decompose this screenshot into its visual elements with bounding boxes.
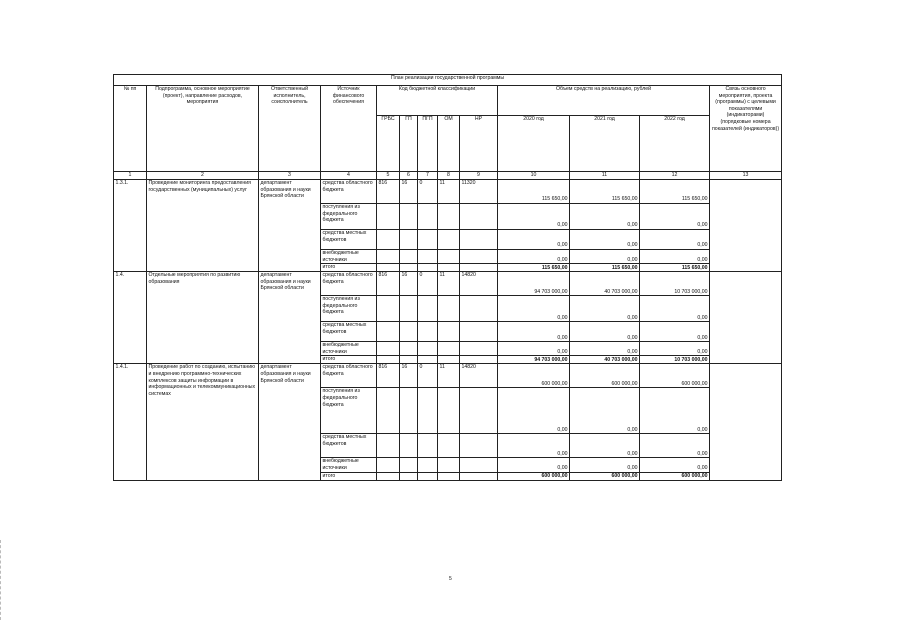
- code-om: 11: [438, 180, 460, 204]
- column-number: 9: [460, 172, 498, 180]
- amount-2021: 0,00: [570, 296, 640, 322]
- amount-2022: 0,00: [640, 458, 710, 472]
- code-grbs: [377, 230, 400, 250]
- code-nr: [460, 458, 498, 472]
- amount-2020: 600 000,00: [498, 364, 570, 388]
- funding-source: средства местных бюджетов: [321, 230, 377, 250]
- page-number: 5: [449, 576, 452, 582]
- code-om: [438, 342, 460, 356]
- amount-2022: 0,00: [640, 250, 710, 264]
- header-source: Источник финансового обеспечения: [321, 86, 377, 172]
- total-2020: 600 000,00: [498, 472, 570, 480]
- code-gp: [400, 342, 418, 356]
- amount-2021: 600 000,00: [570, 364, 640, 388]
- amount-2022: 0,00: [640, 342, 710, 356]
- code-pgp: [418, 434, 438, 458]
- code-nr: [460, 250, 498, 264]
- amount-2021: 0,00: [570, 230, 640, 250]
- code-nr: [460, 342, 498, 356]
- code-om: [438, 388, 460, 434]
- amount-2020: 0,00: [498, 434, 570, 458]
- code-gp: 16: [400, 272, 418, 296]
- code-grbs: [377, 342, 400, 356]
- code-nr: [460, 434, 498, 458]
- code-gp: [400, 296, 418, 322]
- funding-source: средства областного бюджета: [321, 180, 377, 204]
- code-grbs: [377, 296, 400, 322]
- total-2021: 40 703 000,00: [570, 356, 640, 364]
- table-title: План реализации государственной программы: [114, 75, 782, 86]
- header-budget-code: Код бюджетной классификации: [377, 86, 498, 116]
- funding-source: внебюджетные источники: [321, 250, 377, 264]
- code-pgp: [418, 230, 438, 250]
- total-label: итого: [321, 472, 377, 480]
- item-number: 1.4.1.: [114, 364, 147, 480]
- total-2021: 115 650,00: [570, 264, 640, 272]
- amount-2021: 0,00: [570, 250, 640, 264]
- code-grbs: [377, 322, 400, 342]
- code-nr: [460, 264, 498, 272]
- code-pgp: [418, 472, 438, 480]
- total-2022: 600 000,00: [640, 472, 710, 480]
- item-number: 1.4.: [114, 272, 147, 364]
- code-gp: [400, 230, 418, 250]
- code-nr: [460, 322, 498, 342]
- funding-source: поступления из федерального бюджета: [321, 204, 377, 230]
- item-number: 1.3.1.: [114, 180, 147, 272]
- total-2022: 115 650,00: [640, 264, 710, 272]
- funding-source: внебюджетные источники: [321, 458, 377, 472]
- table-row: [114, 272, 782, 296]
- code-pgp: [418, 356, 438, 364]
- total-2020: 115 650,00: [498, 264, 570, 272]
- item-executor: департамент образования и науки Брянской области: [259, 364, 321, 480]
- code-nr: [460, 230, 498, 250]
- code-grbs: 816: [377, 364, 400, 388]
- amount-2020: 115 650,00: [498, 180, 570, 204]
- code-gp: [400, 204, 418, 230]
- header-code-grbs: ГРБС: [377, 116, 400, 172]
- code-om: [438, 204, 460, 230]
- code-grbs: [377, 388, 400, 434]
- program-plan-table: [113, 74, 782, 481]
- code-gp: [400, 458, 418, 472]
- code-gp: [400, 472, 418, 480]
- code-gp: [400, 250, 418, 264]
- amount-2021: 40 703 000,00: [570, 272, 640, 296]
- amount-2022: 0,00: [640, 230, 710, 250]
- amount-2020: 0,00: [498, 230, 570, 250]
- amount-2022: 0,00: [640, 388, 710, 434]
- code-grbs: [377, 434, 400, 458]
- code-om: [438, 230, 460, 250]
- column-number: 11: [570, 172, 640, 180]
- code-om: [438, 250, 460, 264]
- column-number: 5: [377, 172, 400, 180]
- code-gp: [400, 388, 418, 434]
- code-gp: [400, 264, 418, 272]
- code-grbs: [377, 204, 400, 230]
- code-pgp: [418, 296, 438, 322]
- code-om: [438, 472, 460, 480]
- amount-2021: 115 650,00: [570, 180, 640, 204]
- code-gp: [400, 356, 418, 364]
- total-2020: 94 703 000,00: [498, 356, 570, 364]
- code-om: [438, 458, 460, 472]
- code-om: [438, 434, 460, 458]
- code-om: [438, 296, 460, 322]
- header-code-nr: НР: [460, 116, 498, 172]
- code-nr: [460, 204, 498, 230]
- column-number-row: [114, 172, 782, 180]
- amount-2021: 0,00: [570, 388, 640, 434]
- item-name: Проведение работ по созданию, испытанию и внедрению программно-технических комплексов защиты информации в информационных и телекоммуникационных системах: [147, 364, 259, 480]
- indicator-link: [710, 272, 782, 364]
- amount-2022: 600 000,00: [640, 364, 710, 388]
- amount-2020: 0,00: [498, 204, 570, 230]
- amount-2020: 0,00: [498, 388, 570, 434]
- total-2022: 10 703 000,00: [640, 356, 710, 364]
- amount-2022: 10 703 000,00: [640, 272, 710, 296]
- header-num: № пп: [114, 86, 147, 172]
- code-nr: 14820: [460, 272, 498, 296]
- code-gp: 16: [400, 364, 418, 388]
- amount-2022: 0,00: [640, 204, 710, 230]
- code-om: [438, 264, 460, 272]
- column-number: 8: [438, 172, 460, 180]
- header-code-om: ОМ: [438, 116, 460, 172]
- amount-2022: 0,00: [640, 296, 710, 322]
- code-pgp: 0: [418, 180, 438, 204]
- item-executor: департамент образования и науки Брянской области: [259, 272, 321, 364]
- indicator-link: [710, 364, 782, 480]
- header-year-2021: 2021 год: [570, 116, 640, 172]
- column-number: 6: [400, 172, 418, 180]
- code-grbs: 816: [377, 272, 400, 296]
- total-2021: 600 000,00: [570, 472, 640, 480]
- item-name: Проведение мониторинга предоставления государственных (муниципальных) услуг: [147, 180, 259, 272]
- code-pgp: [418, 264, 438, 272]
- code-om: [438, 322, 460, 342]
- code-nr: [460, 356, 498, 364]
- amount-2021: 0,00: [570, 322, 640, 342]
- header-code-pgp: ПГП: [418, 116, 438, 172]
- title-row: [114, 75, 782, 86]
- header-link: Связь основного мероприятия, проекта (программы) с целевыми показателями (индикаторами) (порядковые номера показателей (индикаторов)): [710, 86, 782, 172]
- code-nr: 14820: [460, 364, 498, 388]
- column-number: 3: [259, 172, 321, 180]
- code-gp: [400, 322, 418, 342]
- funding-source: поступления из федерального бюджета: [321, 296, 377, 322]
- code-grbs: [377, 472, 400, 480]
- funding-source: средства местных бюджетов: [321, 434, 377, 458]
- amount-2022: 0,00: [640, 322, 710, 342]
- table-row: [114, 364, 782, 388]
- code-pgp: [418, 322, 438, 342]
- code-om: [438, 356, 460, 364]
- column-number: 7: [418, 172, 438, 180]
- code-nr: [460, 472, 498, 480]
- funding-source: средства областного бюджета: [321, 364, 377, 388]
- amount-2020: 0,00: [498, 342, 570, 356]
- code-grbs: 816: [377, 180, 400, 204]
- column-number: 12: [640, 172, 710, 180]
- scan-margin-marks: [0, 540, 3, 620]
- code-pgp: [418, 458, 438, 472]
- column-number: 13: [710, 172, 782, 180]
- amount-2022: 115 650,00: [640, 180, 710, 204]
- code-om: 11: [438, 272, 460, 296]
- amount-2022: 0,00: [640, 434, 710, 458]
- code-gp: [400, 434, 418, 458]
- code-pgp: [418, 342, 438, 356]
- code-nr: [460, 388, 498, 434]
- column-number: 4: [321, 172, 377, 180]
- code-pgp: [418, 204, 438, 230]
- amount-2020: 0,00: [498, 458, 570, 472]
- funding-source: внебюджетные источники: [321, 342, 377, 356]
- indicator-link: [710, 180, 782, 272]
- amount-2020: 0,00: [498, 250, 570, 264]
- code-pgp: [418, 388, 438, 434]
- column-number: 10: [498, 172, 570, 180]
- code-grbs: [377, 264, 400, 272]
- column-number: 1: [114, 172, 147, 180]
- funding-source: средства областного бюджета: [321, 272, 377, 296]
- code-nr: 11320: [460, 180, 498, 204]
- amount-2021: 0,00: [570, 458, 640, 472]
- funding-source: средства местных бюджетов: [321, 322, 377, 342]
- funding-source: поступления из федерального бюджета: [321, 388, 377, 434]
- amount-2021: 0,00: [570, 434, 640, 458]
- amount-2020: 94 703 000,00: [498, 272, 570, 296]
- code-nr: [460, 296, 498, 322]
- header-subprogram: Подпрограмма, основное мероприятие (проект), направление расходов, мероприятия: [147, 86, 259, 172]
- code-grbs: [377, 356, 400, 364]
- amount-2021: 0,00: [570, 204, 640, 230]
- total-label: итого: [321, 356, 377, 364]
- code-om: 11: [438, 364, 460, 388]
- header-code-gp: ГП: [400, 116, 418, 172]
- header-executor: Ответственный исполнитель, соисполнитель: [259, 86, 321, 172]
- table-row: [114, 180, 782, 204]
- code-gp: 16: [400, 180, 418, 204]
- code-pgp: 0: [418, 364, 438, 388]
- code-grbs: [377, 250, 400, 264]
- amount-2020: 0,00: [498, 296, 570, 322]
- code-pgp: 0: [418, 272, 438, 296]
- item-executor: департамент образования и науки Брянской области: [259, 180, 321, 272]
- code-grbs: [377, 458, 400, 472]
- header-year-2022: 2022 год: [640, 116, 710, 172]
- amount-2020: 0,00: [498, 322, 570, 342]
- code-pgp: [418, 250, 438, 264]
- total-label: итого: [321, 264, 377, 272]
- header-row-1: [114, 86, 782, 116]
- item-name: Отдельные мероприятия по развитию образования: [147, 272, 259, 364]
- header-volume: Объем средств на реализацию, рублей: [498, 86, 710, 116]
- amount-2021: 0,00: [570, 342, 640, 356]
- header-year-2020: 2020 год: [498, 116, 570, 172]
- column-number: 2: [147, 172, 259, 180]
